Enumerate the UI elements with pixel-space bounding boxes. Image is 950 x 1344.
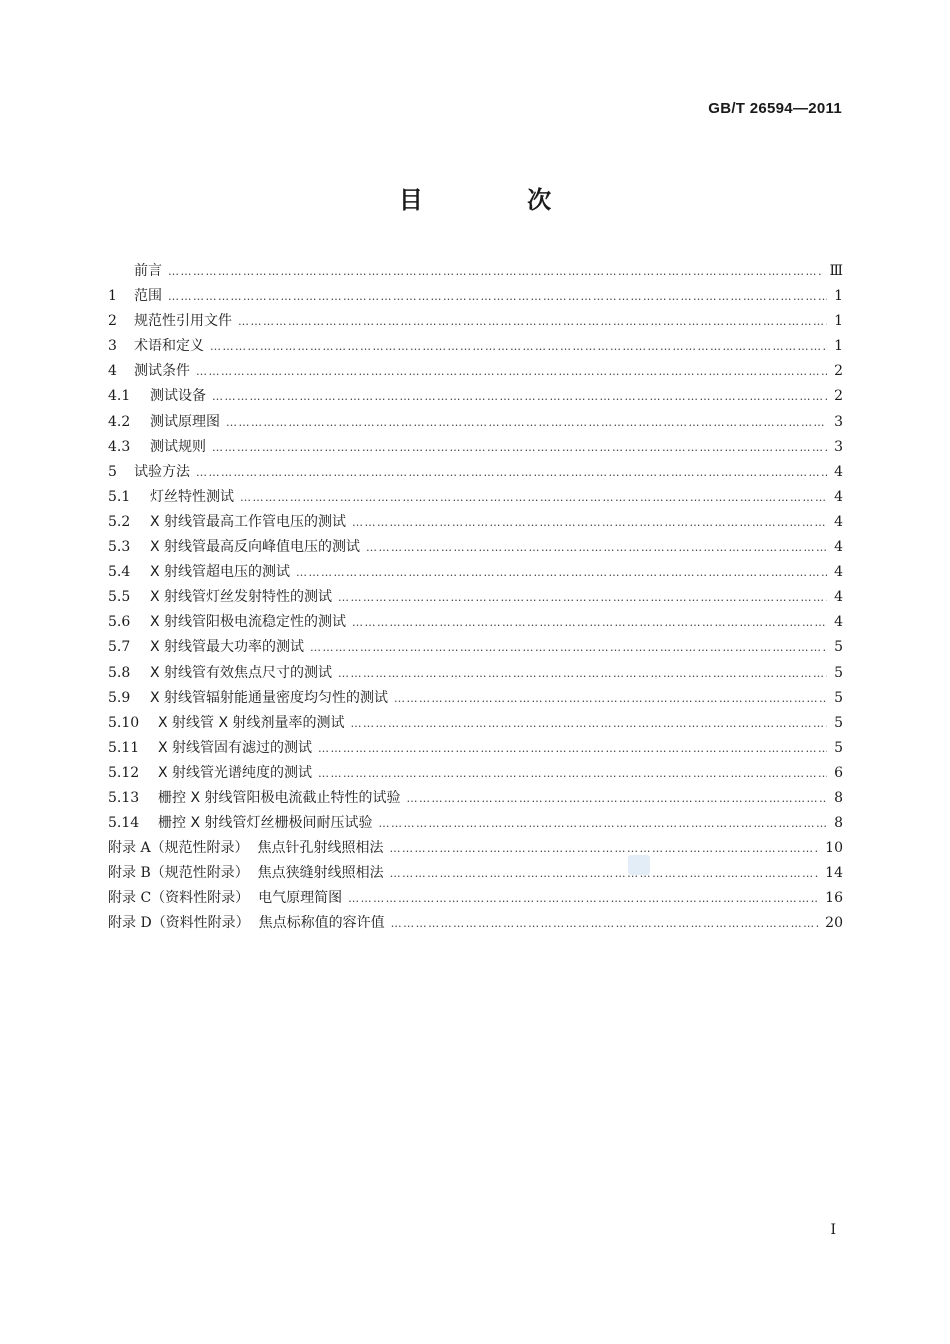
standard-number: GB/T 26594—2011 xyxy=(708,100,842,117)
toc-dot-leader xyxy=(168,259,823,284)
toc-dot-leader xyxy=(310,635,827,660)
toc-entry-title: （规范性附录） 焦点针孔射线照相法 xyxy=(150,840,384,857)
toc-entry-number: 5.1 xyxy=(108,488,131,505)
toc-entry[interactable] xyxy=(108,886,843,911)
toc-dot-leader xyxy=(379,811,828,836)
toc-entry-number: 5 xyxy=(108,463,117,480)
toc-entry[interactable] xyxy=(108,284,843,309)
toc-entry-number: 附录 A xyxy=(108,840,151,857)
toc-entry-title: X 射线管 X 射线剂量率的测试 xyxy=(158,714,345,731)
toc-entry[interactable] xyxy=(108,485,843,510)
toc-entry-page: 4 xyxy=(834,564,843,581)
toc-entry-title: X 射线管辐射能通量密度均匀性的测试 xyxy=(150,689,389,706)
toc-entry-title: X 射线管固有滤过的测试 xyxy=(158,739,313,756)
toc-dot-leader xyxy=(389,836,819,861)
toc-entry-page: 4 xyxy=(834,463,843,480)
toc-entry-number: 1 xyxy=(108,288,117,305)
toc-entry-number: 5.14 xyxy=(108,815,140,832)
toc-entry-page: 5 xyxy=(834,714,843,731)
toc-dot-leader xyxy=(210,334,827,359)
toc-entry-number: 5.10 xyxy=(108,714,140,731)
toc-entry-page: 4 xyxy=(834,539,843,556)
page-number: Ⅰ xyxy=(830,1222,836,1238)
toc-entry-number: 4 xyxy=(108,363,117,380)
toc-dot-leader xyxy=(352,510,827,535)
toc-dot-leader xyxy=(238,309,827,334)
toc-dot-leader xyxy=(212,384,827,409)
toc-entry-number: 5.7 xyxy=(108,639,131,656)
toc-entry-page: 8 xyxy=(834,815,843,832)
toc-entry-page: 4 xyxy=(834,513,843,530)
toc-entry-number: 5.13 xyxy=(108,789,140,806)
toc-dot-leader xyxy=(196,359,827,384)
toc-entry[interactable] xyxy=(108,711,843,736)
toc-entry[interactable] xyxy=(108,585,843,610)
toc-dot-leader xyxy=(196,460,827,485)
toc-dot-leader xyxy=(318,761,827,786)
toc-entry[interactable] xyxy=(108,435,843,460)
toc-dot-leader xyxy=(296,560,827,585)
toc-entry-page: 5 xyxy=(834,664,843,681)
toc-entry-page: 3 xyxy=(834,413,843,430)
toc-entry-title: 栅控 X 射线管灯丝栅极间耐压试验 xyxy=(158,815,373,832)
toc-entry[interactable] xyxy=(108,560,843,585)
toc-entry-number: 4.2 xyxy=(108,413,131,430)
toc-entry[interactable] xyxy=(108,359,843,384)
toc-entry[interactable] xyxy=(108,761,843,786)
toc-entry-page: 14 xyxy=(825,865,843,882)
toc-dot-leader xyxy=(352,610,827,635)
toc-entry[interactable] xyxy=(108,384,843,409)
toc-entry[interactable] xyxy=(108,610,843,635)
toc-entry[interactable] xyxy=(108,334,843,359)
toc-dot-leader xyxy=(226,410,827,435)
toc-dot-leader xyxy=(366,535,827,560)
toc-entry[interactable] xyxy=(108,786,843,811)
toc-entry-title: 规范性引用文件 xyxy=(134,313,232,330)
toc-entry-number: 5.2 xyxy=(108,513,131,530)
toc-entry[interactable] xyxy=(108,635,843,660)
toc-entry-title: 范围 xyxy=(134,288,162,305)
toc-entry-title: X 射线管有效焦点尺寸的测试 xyxy=(150,664,333,681)
table-of-contents xyxy=(108,259,843,937)
toc-entry-title: X 射线管光谱纯度的测试 xyxy=(158,764,313,781)
toc-entry-title: （资料性附录） 电气原理简图 xyxy=(151,890,343,907)
toc-entry-page: 3 xyxy=(834,438,843,455)
toc-entry[interactable] xyxy=(108,811,843,836)
toc-entry-page: 6 xyxy=(834,764,843,781)
toc-entry-page: 1 xyxy=(834,288,843,305)
toc-dot-leader xyxy=(351,711,827,736)
toc-dot-leader xyxy=(391,911,820,936)
toc-entry-number: 附录 D xyxy=(108,915,152,932)
toc-entry-title: 术语和定义 xyxy=(134,338,204,355)
toc-entry-title: X 射线管阳极电流稳定性的测试 xyxy=(150,614,347,631)
toc-entry-number: 附录 C xyxy=(108,890,152,907)
toc-dot-leader xyxy=(394,686,827,711)
toc-dot-leader xyxy=(338,585,827,610)
toc-entry[interactable] xyxy=(108,535,843,560)
toc-entry-page: 1 xyxy=(834,313,843,330)
toc-entry-number: 5.11 xyxy=(108,739,140,756)
toc-entry-title: X 射线管超电压的测试 xyxy=(150,564,291,581)
toc-entry-page: 5 xyxy=(834,739,843,756)
toc-entry-number: 5.8 xyxy=(108,664,131,681)
toc-entry-number: 5.4 xyxy=(108,564,131,581)
toc-entry-page: 5 xyxy=(834,689,843,706)
toc-entry-page: 16 xyxy=(825,890,843,907)
toc-entry-title: 灯丝特性测试 xyxy=(150,488,234,505)
toc-entry-title: （资料性附录） 焦点标称值的容许值 xyxy=(151,915,385,932)
toc-entry-title: 测试条件 xyxy=(134,363,190,380)
toc-entry-title: X 射线管最高工作管电压的测试 xyxy=(150,513,347,530)
toc-entry-title: 测试规则 xyxy=(150,438,206,455)
toc-entry[interactable] xyxy=(108,460,843,485)
toc-entry-page: Ⅲ xyxy=(829,263,843,279)
toc-entry-page: 2 xyxy=(834,388,843,405)
toc-entry-number: 4.3 xyxy=(108,438,131,455)
toc-entry-page: 20 xyxy=(825,915,843,932)
toc-dot-leader xyxy=(240,485,827,510)
toc-entry-number: 3 xyxy=(108,338,117,355)
toc-entry[interactable] xyxy=(108,410,843,435)
toc-entry-title: （规范性附录） 焦点狭缝射线照相法 xyxy=(150,865,384,882)
toc-entry[interactable] xyxy=(108,736,843,761)
toc-entry-page: 8 xyxy=(834,789,843,806)
toc-dot-leader xyxy=(407,786,828,811)
toc-entry-page: 10 xyxy=(825,840,843,857)
toc-dot-leader xyxy=(390,861,820,886)
toc-entry-number: 2 xyxy=(108,313,117,330)
toc-entry[interactable] xyxy=(108,686,843,711)
toc-dot-leader xyxy=(348,886,819,911)
toc-dot-leader xyxy=(168,284,827,309)
toc-entry[interactable] xyxy=(108,510,843,535)
toc-dot-leader xyxy=(338,661,827,686)
toc-entry-title: 栅控 X 射线管阳极电流截止特性的试验 xyxy=(158,789,401,806)
toc-entry-title: X 射线管最大功率的测试 xyxy=(150,639,305,656)
toc-entry-title: X 射线管最高反向峰值电压的测试 xyxy=(150,539,361,556)
toc-entry-page: 4 xyxy=(834,614,843,631)
toc-entry-title: 试验方法 xyxy=(134,463,190,480)
toc-entry-page: 2 xyxy=(834,363,843,380)
toc-entry-number: 5.6 xyxy=(108,614,131,631)
toc-entry-title: 测试设备 xyxy=(150,388,206,405)
toc-entry-title: X 射线管灯丝发射特性的测试 xyxy=(150,589,333,606)
toc-entry-number: 5.9 xyxy=(108,689,131,706)
toc-entry-page: 5 xyxy=(834,639,843,656)
toc-entry[interactable] xyxy=(108,911,843,936)
toc-entry[interactable] xyxy=(108,836,843,861)
toc-entry[interactable] xyxy=(108,661,843,686)
watermark-logo xyxy=(628,855,650,875)
toc-entry-number: 5.3 xyxy=(108,539,131,556)
toc-dot-leader xyxy=(318,736,827,761)
toc-entry-title: 测试原理图 xyxy=(150,413,220,430)
toc-entry-number: 5.12 xyxy=(108,764,140,781)
toc-entry-number: 附录 B xyxy=(108,865,151,882)
toc-dot-leader xyxy=(212,435,827,460)
toc-entry-number: 5.5 xyxy=(108,589,131,606)
toc-entry-number: 4.1 xyxy=(108,388,131,405)
toc-entry-title: 前言 xyxy=(134,263,162,279)
toc-entry[interactable] xyxy=(108,309,843,334)
toc-entry[interactable] xyxy=(108,861,843,886)
page-title: 目 次 xyxy=(398,186,600,214)
toc-entry[interactable] xyxy=(108,259,843,284)
toc-entry-page: 1 xyxy=(834,338,843,355)
toc-entry-page: 4 xyxy=(834,589,843,606)
toc-entry-page: 4 xyxy=(834,488,843,505)
